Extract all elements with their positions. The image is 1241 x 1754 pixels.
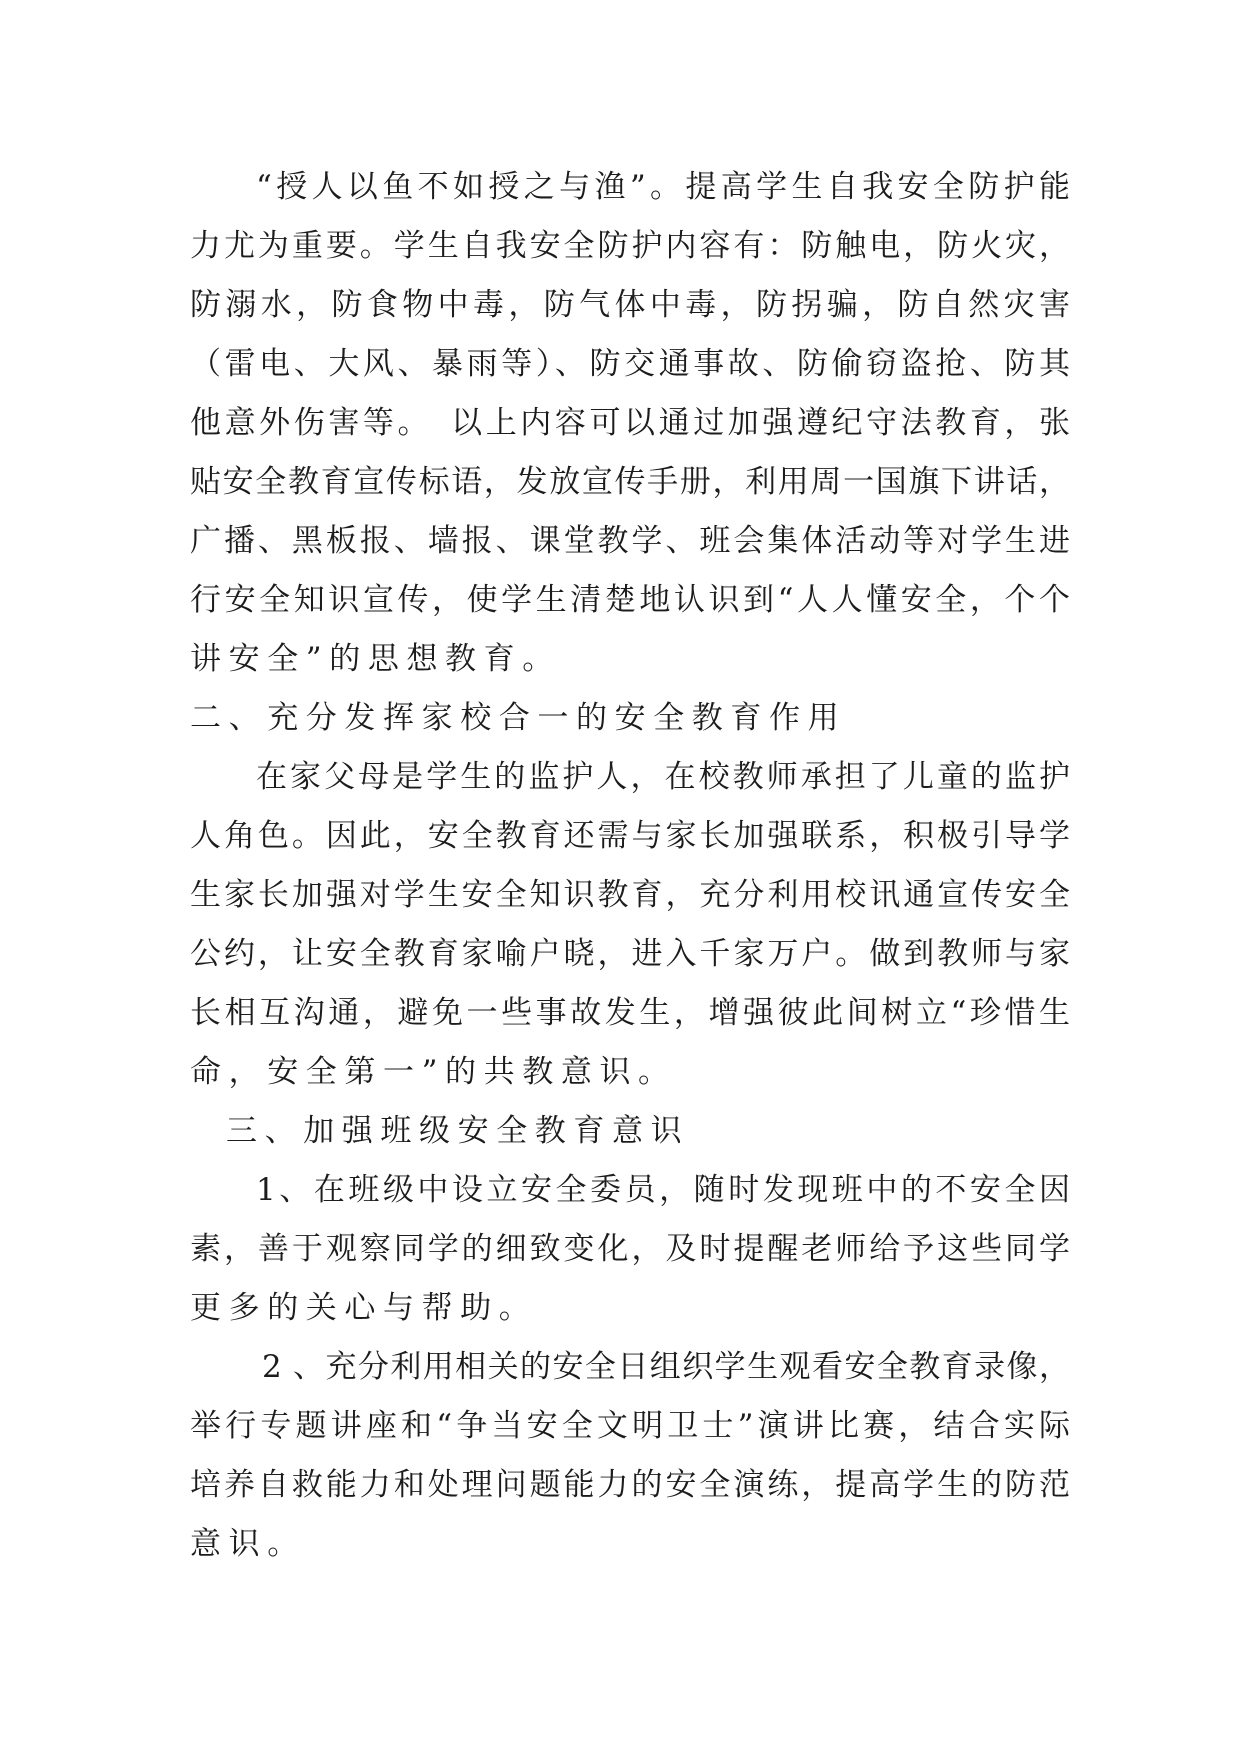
text-line: 举行专题讲座和“争当安全文明卫士”演讲比赛，结合实际 (190, 1408, 1070, 1444)
text-line: 力尤为重要。学生自我安全防护内容有：防触电，防火灾， (190, 228, 1070, 264)
text-line: 公约，让安全教育家喻户晓，进入千家万户。做到教师与家 (190, 936, 1070, 972)
text-line: 生家长加强对学生安全知识教育，充分利用校讯通宣传安全 (190, 877, 1070, 913)
text-line: 长相互沟通，避免一些事故发生，增强彼此间树立“珍惜生 (190, 995, 1070, 1031)
text-line: 命，安全第一”的共教意识。 (190, 1054, 677, 1090)
text-line: 更多的关心与帮助。 (190, 1290, 538, 1326)
text-line: 讲安全”的思想教育。 (190, 641, 561, 677)
section-heading: 三、加强班级安全教育意识 (226, 1113, 690, 1149)
text-line: 行安全知识宣传，使学生清楚地认识到“人人懂安全，个个 (190, 582, 1070, 618)
text-line: 素，善于观察同学的细致变化，及时提醒老师给予这些同学 (190, 1231, 1070, 1267)
text-line: 2 、充分利用相关的安全日组织学生观看安全教育录像， (262, 1349, 1070, 1385)
text-line: 意识。 (190, 1526, 306, 1562)
text-line: 在家父母是学生的监护人，在校教师承担了儿童的监护 (256, 759, 1070, 795)
text-line: 贴安全教育宣传标语，发放宣传手册，利用周一国旗下讲话， (190, 464, 1070, 500)
text-line: 人角色。因此，安全教育还需与家长加强联系，积极引导学 (190, 818, 1070, 854)
text-line: （雷电、大风、暴雨等）、防交通事故、防偷窃盗抢、防其 (190, 346, 1070, 382)
text-line: “授人以鱼不如授之与渔”。提高学生自我安全防护能 (256, 169, 1070, 205)
text-line: 培养自救能力和处理问题能力的安全演练，提高学生的防范 (190, 1467, 1070, 1503)
document-body (190, 158, 1070, 1574)
text-line: 他意外伤害等。 以上内容可以通过加强遵纪守法教育，张 (190, 405, 1070, 441)
text-line: 1、在班级中设立安全委员，随时发现班中的不安全因 (256, 1172, 1070, 1208)
section-heading: 二、充分发挥家校合一的安全教育作用 (190, 700, 847, 736)
text-line: 防溺水，防食物中毒，防气体中毒，防拐骗，防自然灾害 (190, 287, 1070, 323)
text-line: 广播、黑板报、墙报、课堂教学、班会集体活动等对学生进 (190, 523, 1070, 559)
